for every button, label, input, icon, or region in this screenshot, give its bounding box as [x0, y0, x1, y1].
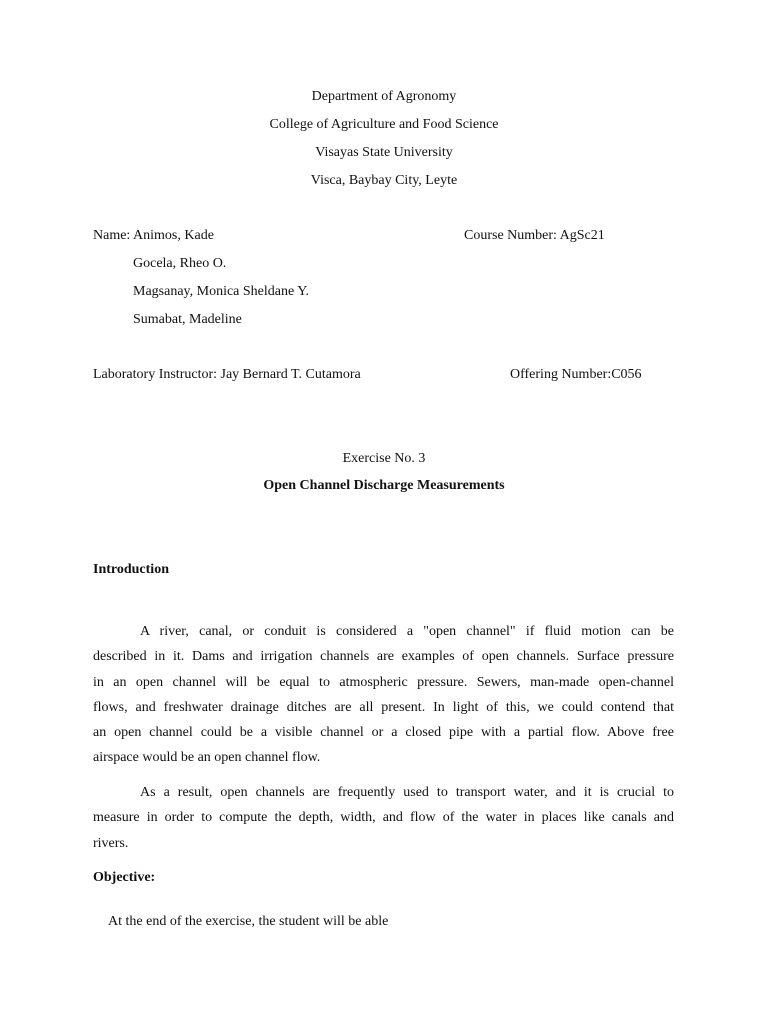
exercise-number: Exercise No. 3 [342, 451, 426, 466]
course-number: Course Number: AgSc21 [464, 228, 605, 243]
laboratory-instructor: Laboratory Instructor: Jay Bernard T. Cutamora [93, 367, 361, 382]
introduction-paragraph-2 [93, 780, 674, 856]
offering-number: Offering Number:C056 [510, 367, 642, 382]
introduction-heading: Introduction [93, 562, 169, 577]
objective-heading: Objective: [93, 870, 156, 885]
member-name: Sumabat, Madeline [133, 312, 242, 327]
paragraph-line: airspace would be an open channel flow. [93, 750, 321, 766]
university-name: Visayas State University [315, 145, 453, 160]
college-name: College of Agriculture and Food Science [269, 117, 499, 132]
name-first-member: Name: Animos, Kade [93, 228, 214, 243]
university-address: Visca, Baybay City, Leyte [310, 173, 458, 188]
paragraph-line: As a result, open channels are frequently used to transport water, and it is crucial to [140, 785, 674, 800]
paragraph-line: measure in order to compute the depth, width, and flow of the water in places like canals and [93, 810, 674, 826]
member-name: Magsanay, Monica Sheldane Y. [133, 284, 309, 299]
department-name: Department of Agronomy [311, 89, 457, 104]
paragraph-line: A river, canal, or conduit is considered a "open channel" if fluid motion can be [140, 624, 674, 639]
member-name: Gocela, Rheo O. [133, 256, 227, 271]
paragraph-line: rivers. [93, 835, 129, 851]
paragraph-line: flows, and freshwater drainage ditches are all present. In light of this, we could contend that [93, 699, 674, 715]
introduction-paragraph-1 [93, 619, 674, 771]
paragraph-line: an open channel could be a visible channel or a closed pipe with a partial flow. Above free [93, 725, 674, 741]
paragraph-line: in an open channel will be equal to atmospheric pressure. Sewers, man-made open-channel [93, 674, 674, 690]
exercise-title: Open Channel Discharge Measurements [263, 478, 505, 493]
objective-text: At the end of the exercise, the student will be able [108, 914, 389, 929]
paragraph-line: described in it. Dams and irrigation channels are examples of open channels. Surface pressure [93, 649, 674, 665]
